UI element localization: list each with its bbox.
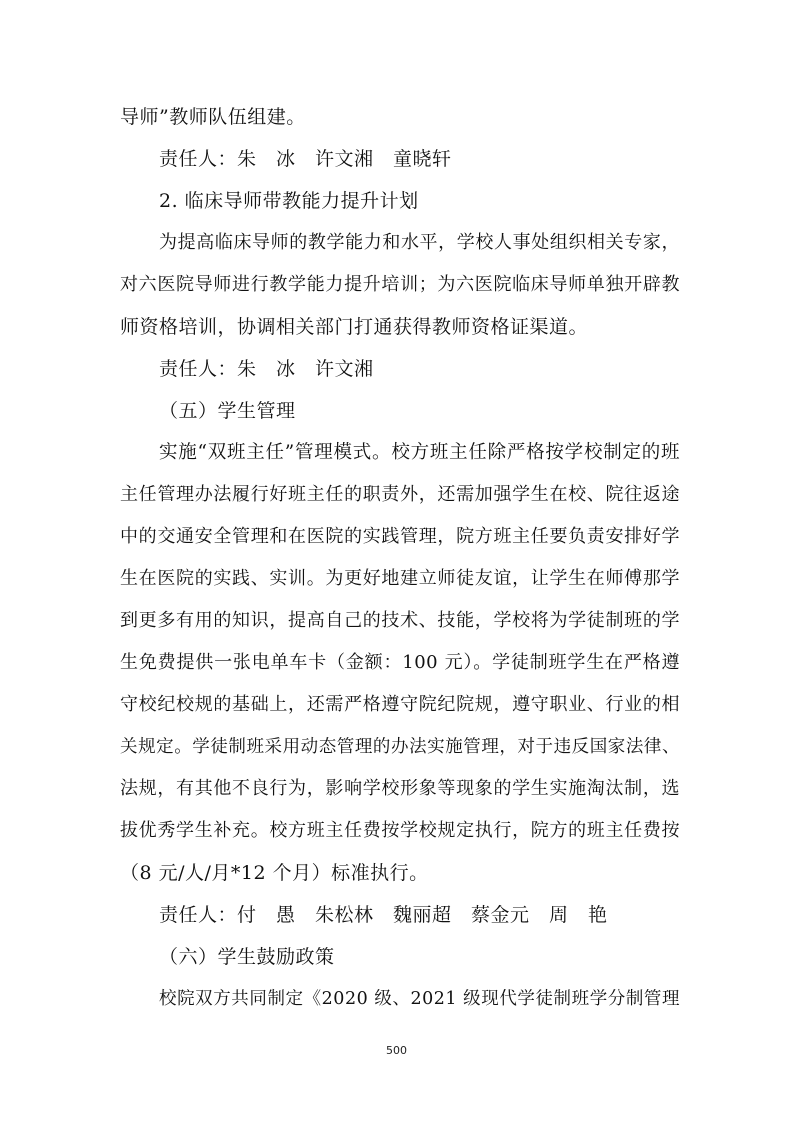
- paragraph-line: 到更多有用的知识，提高自己的技术、技能，学校将为学徒制班的学: [120, 610, 680, 631]
- paragraph-line: 法规，有其他不良行为，影响学校形象等现象的学生实施淘汰制，选: [120, 778, 680, 799]
- page-number: 500: [386, 1044, 407, 1057]
- paragraph-line: 校院双方共同制定《2020 级、2021 级现代学徒制班学分制管理: [159, 989, 680, 1009]
- responsible-persons-line: 责任人：付 愚 朱松林 魏丽超 蔡金元 周 艳: [159, 904, 608, 926]
- paragraph-line: 生免费提供一张电单车卡（金额：100 元）。学徒制班学生在严格遵: [120, 652, 680, 673]
- paragraph-line: 关规定。学徒制班采用动态管理的办法实施管理，对于违反国家法律、: [120, 737, 680, 757]
- paragraph-line: 实施“双班主任”管理模式。校方班主任除严格按学校制定的班: [159, 442, 680, 463]
- paragraph-line: 守校纪校规的基础上，还需严格遵守院纪院规，遵守职业、行业的相: [120, 694, 680, 715]
- paragraph-line: 生在医院的实践、实训。为更好地建立师徒友谊，让学生在师傅那学: [120, 568, 680, 589]
- paragraph-line: （8 元/人/月*12 个月）标准执行。: [120, 862, 429, 884]
- paragraph-line: 对六医院导师进行教学能力提升培训；为六医院临床导师单独开辟教: [120, 274, 680, 295]
- paragraph-line: 导师”教师队伍组建。: [120, 106, 306, 128]
- paragraph-line: 师资格培训，协调相关部门打通获得教师资格证渠道。: [120, 316, 589, 338]
- responsible-persons-line: 责任人：朱 冰 许文湘: [159, 358, 374, 380]
- responsible-persons-line: 责任人：朱 冰 许文湘 童晓轩: [159, 148, 452, 170]
- paragraph-line: 拔优秀学生补充。校方班主任费按学校规定执行，院方的班主任费按: [120, 820, 680, 841]
- paragraph-line: 为提高临床导师的教学能力和水平，学校人事处组织相关专家，: [159, 232, 680, 253]
- section-heading: （五）学生管理: [159, 400, 296, 422]
- paragraph-line: 主任管理办法履行好班主任的职责外，还需加强学生在校、院往返途: [120, 484, 680, 505]
- paragraph-line: 中的交通安全管理和在医院的实践管理，院方班主任要负责安排好学: [120, 526, 680, 547]
- subsection-heading: 2. 临床导师带教能力提升计划: [159, 190, 419, 212]
- section-heading: （六）学生鼓励政策: [159, 946, 335, 968]
